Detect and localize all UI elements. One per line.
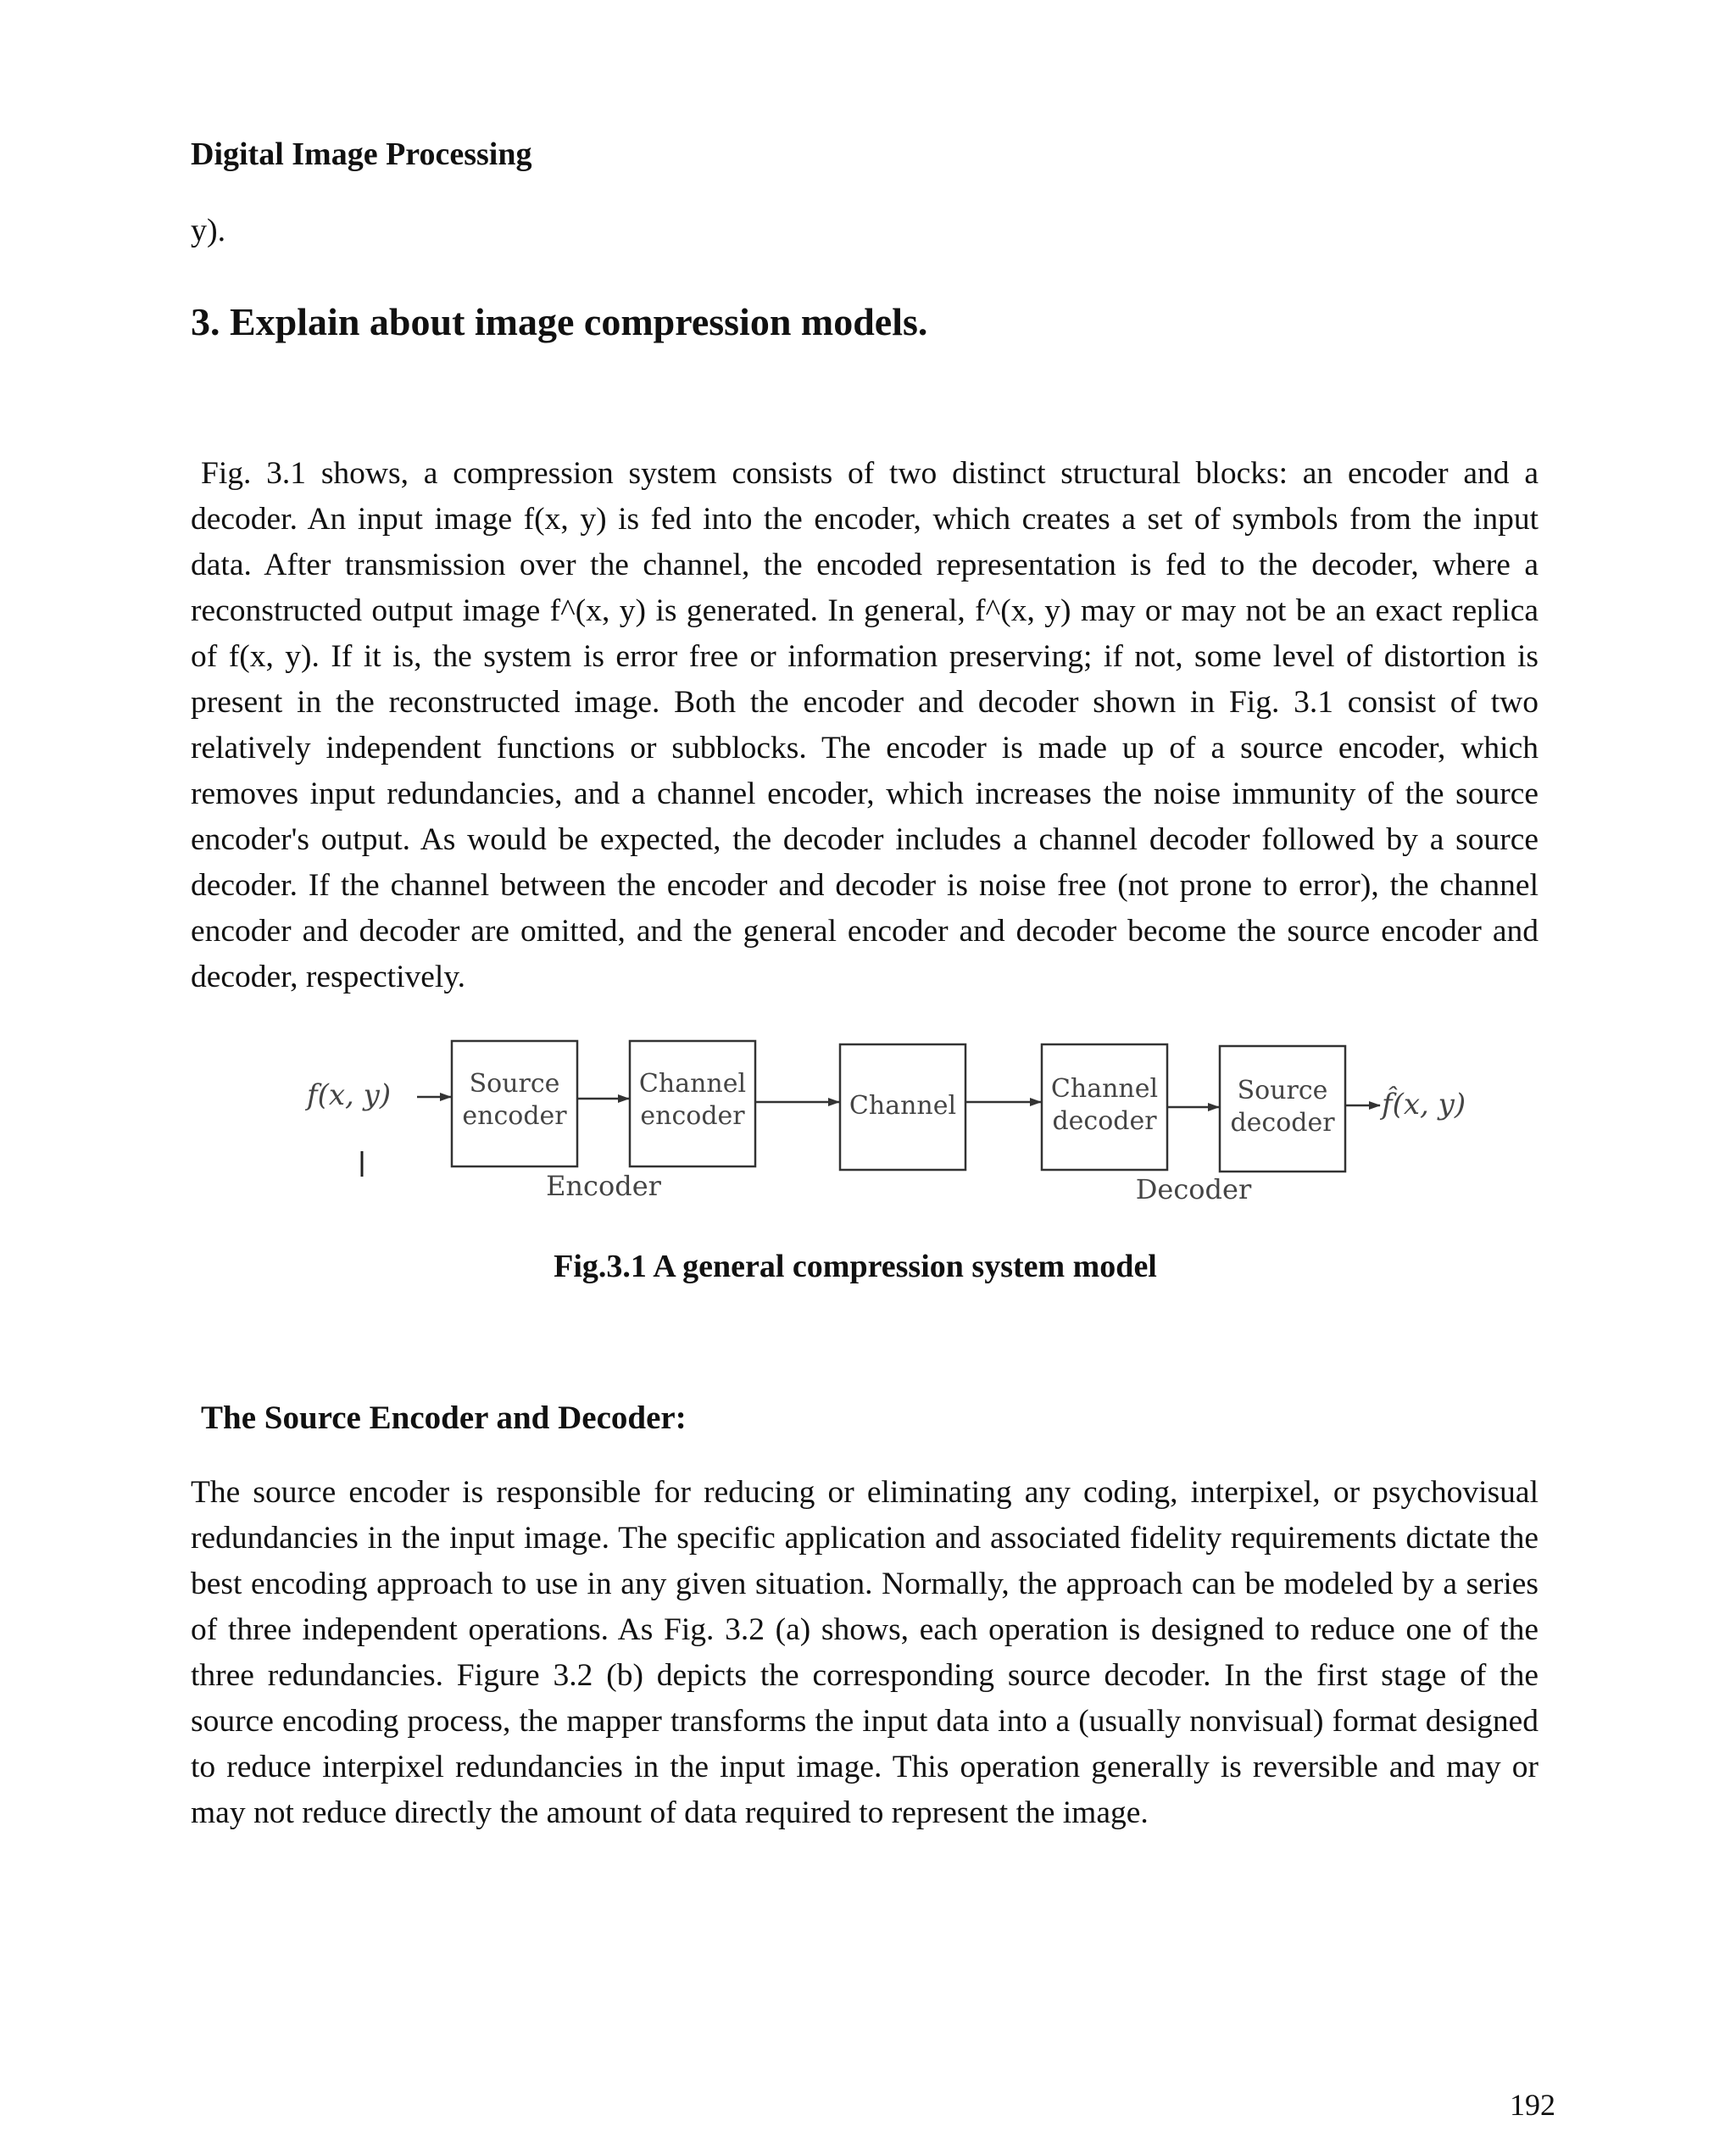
- block-channel-line1: Channel: [849, 1091, 957, 1121]
- decoder-group-label: Decoder: [1135, 1173, 1252, 1205]
- input-signal-label: f(x, y): [307, 1078, 392, 1112]
- block-channel-decoder-line1: Channel: [1050, 1074, 1159, 1104]
- running-header: Digital Image Processing: [191, 136, 532, 172]
- compression-model-figure: [305, 1026, 1492, 1221]
- paragraph-intro: Fig. 3.1 shows, a compression system consists of two distinct structural blocks: an encoder and a decoder. An input image f(x, y) is fed into the encoder, which creates a set of symbols from the input data. After transmission over the channel, the encoded representation is fed to the decoder, where a reconstructed output image f^(x, y) is generated. In general, f^(x, y) may or may not be an exact replica of f(x, y). If it is, the system is error free or information preserving; if not, some level of distortion is present in the reconstructed image. Both the encoder and decoder shown in Fig. 3.1 consist of two relatively independent functions or subblocks. The encoder is made up of a source encoder, which removes input redundancies, and a channel encoder, which increases the noise immunity of the source encoder's output. As would be expected, the decoder includes a channel decoder followed by a source decoder. If the channel between the encoder and decoder is noise free (not prone to error), the channel encoder and decoder are omitted, and the general encoder and decoder become the source encoder and decoder, respectively.: [191, 456, 1538, 994]
- carry-over-text: y).: [191, 213, 226, 248]
- block-channel-encoder-line1: Channel: [638, 1069, 747, 1099]
- figure-caption: Fig.3.1 A general compression system model: [554, 1249, 1157, 1284]
- block-source-encoder-line2: encoder: [462, 1101, 567, 1131]
- block-source-decoder-line2: decoder: [1230, 1108, 1335, 1138]
- question-heading: 3. Explain about image compression models.: [191, 300, 928, 343]
- paragraph-source-encoder: The source encoder is responsible for reducing or eliminating any coding, interpixel, or psychovisual redundancies in the input image. The specific application and associated fidelity requirements dictate the best encoding approach to use in any given situation. Normally, the approach can be modeled by a series of three independent operations. As Fig. 3.2 (a) shows, each operation is designed to reduce one of the three redundancies. Figure 3.2 (b) depicts the corresponding source decoder. In the first stage of the source encoding process, the mapper transforms the input data into a (usually nonvisual) format designed to reduce interpixel redundancies in the input image. This operation generally is reversible and may or may not reduce directly the amount of data required to represent the image.: [191, 1475, 1538, 1830]
- encoder-group-label: Encoder: [546, 1170, 661, 1202]
- section-heading: The Source Encoder and Decoder:: [201, 1400, 687, 1436]
- block-channel-encoder-line2: encoder: [640, 1101, 745, 1131]
- page-number: 192: [1510, 2088, 1555, 2122]
- block-channel-decoder-line2: decoder: [1052, 1106, 1157, 1136]
- block-source-decoder-line1: Source: [1237, 1076, 1328, 1105]
- compression-model-diagram: [305, 1026, 1492, 1221]
- block-source-encoder-line1: Source: [469, 1069, 560, 1099]
- output-signal-label: f̂(x, y): [1382, 1088, 1466, 1122]
